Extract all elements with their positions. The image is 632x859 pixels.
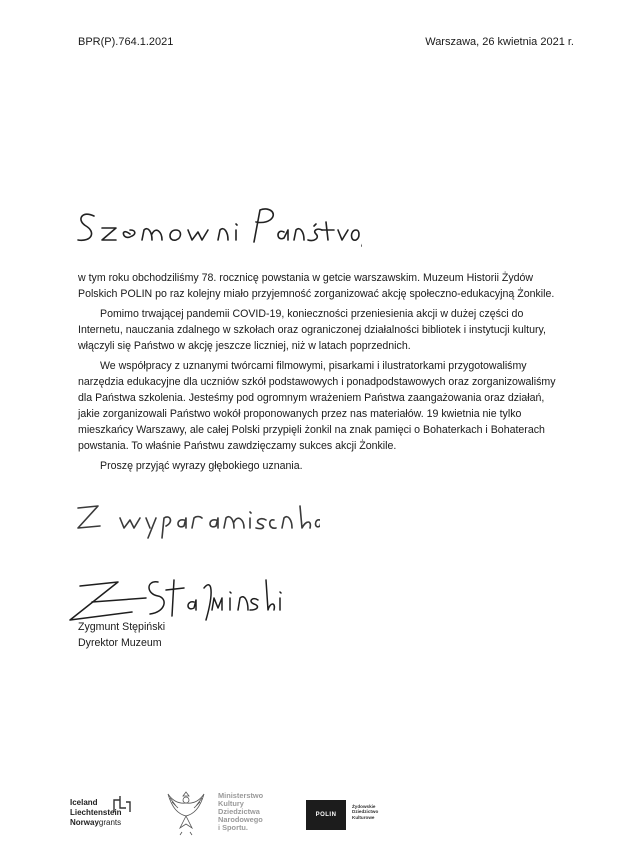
polin-text-2: Dziedzictwo [352, 809, 379, 815]
eea-country-2: Liechtenstein [70, 808, 122, 817]
ministry-line-4: Narodowego [218, 815, 263, 824]
polin-text-3: Kulturowe [352, 814, 375, 820]
ministry-line-3: Dziedzictwa [218, 807, 260, 816]
ministry-line-1: Ministerstwo [218, 791, 264, 800]
letter-body [78, 270, 563, 478]
paragraph-2: Pomimo trwającej pandemii COVID-19, konieczności przeniesienia akcji w dużej części do Internetu, nauczania zdalnego w szkołach oraz ograniczonej działalności bibliotek i instytucji kultury, włączyli się Państwo w akcję jeszcze liczniej, niż w latach poprzednich. [78, 308, 546, 352]
eea-grants-mark-icon [112, 794, 132, 814]
paragraph-4: Proszę przyjąć wyrazy głębokiego uznania. [100, 460, 303, 472]
ministry-logo-text [218, 792, 263, 832]
reference-number: BPR(P).764.1.2021 [78, 36, 174, 48]
signer-name: Zygmunt Stępiński [78, 621, 166, 633]
paragraph-1: w tym roku obchodziliśmy 78. rocznicę powstania w getcie warszawskim. Muzeum Historii Żydów Polskich POLIN po raz kolejny miało przyjemność zorganizować akcję społeczno-edukacyjną Żonkile. [78, 272, 555, 300]
paragraph-3: We współpracy z uznanymi twórcami filmowymi, pisarkami i ilustratorkami przygotowaliśmy narzędzia edukacyjne dla uczniów szkół podstawowych i ponadpodstawowych oraz zorganizowaliśmy dla Państwa szkolenia. Jesteśmy pod ogromnym wrażeniem Państwa zaangażowania oraz działań, jakie zorganizowali Państwo wokół proponowanych przez nas materiałów. 19 kwietnia nie tylko mieszkańcy Warszawy, ale całej Polski przypięli żonkil na znak pamięci o Bohaterkach i Bohaterach powstania. To właśnie Państwu zawdzięczamy sukces akcji Żonkile. [78, 360, 556, 452]
ministry-line-5: i Sportu. [218, 823, 248, 832]
polin-logo-text [352, 804, 378, 820]
signer-block [78, 619, 165, 651]
polin-logo: POLIN [306, 800, 346, 830]
ministry-line-2: Kultury [218, 799, 244, 808]
eea-grants-suffix: grants [98, 818, 122, 827]
eea-country-1: Iceland [70, 798, 98, 807]
handwritten-salutation [72, 200, 362, 250]
signer-title: Dyrektor Muzeum [78, 637, 162, 649]
polish-eagle-emblem-icon [166, 788, 206, 836]
letter-date: Warszawa, 26 kwietnia 2021 r. [425, 36, 574, 48]
eea-country-3: Norway [70, 818, 99, 827]
sponsor-logos [70, 786, 390, 846]
handwritten-closing [70, 496, 320, 542]
polin-text-1: Żydowskie [352, 804, 376, 809]
